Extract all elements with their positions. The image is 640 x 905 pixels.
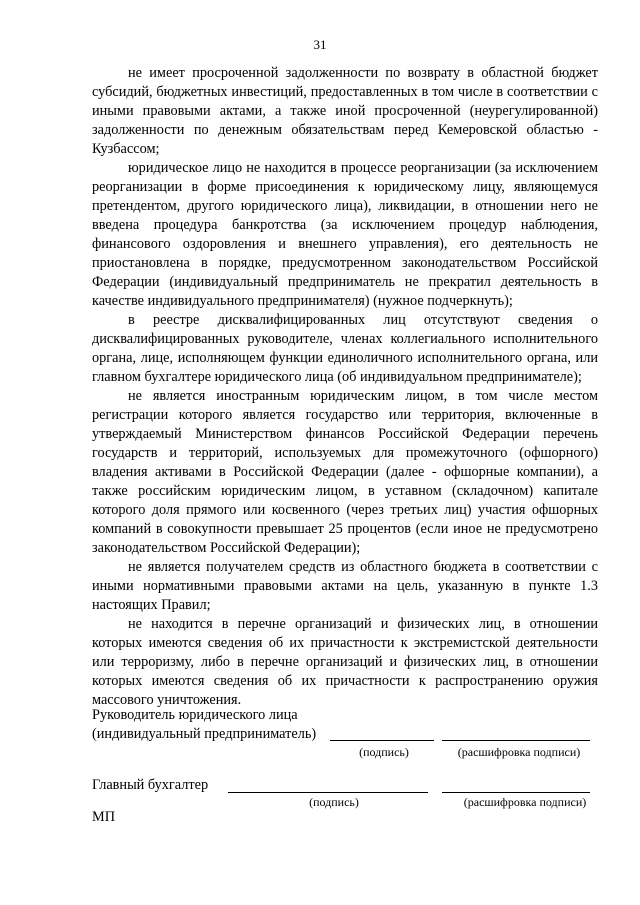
paragraph-not-budget-recipient: не является получателем средств из областного бюджета в соответствии с иными нормативными правовыми актами на цель, указанную в пункте 1.3 настоящих Правил;	[92, 559, 598, 613]
paragraph-disqualified-registry: в реестре дисквалифицированных лиц отсутствуют сведения о дисквалифицированных руководителе, членах коллегиального исполнительного органа, лице, исполняющем функции единоличного исполнительного органа, или главном бухгалтере юридического лица (об индивидуальном предпринимателе);	[92, 312, 598, 385]
accountant-signature-caption: (подпись)	[309, 795, 359, 809]
head-signature-caption: (подпись)	[359, 745, 409, 759]
paragraph-not-in-extremist-list: не находится в перечне организаций и физических лиц, в отношении которых имеются сведения об их причастности к экстремистской деятельности или терроризму, либо в перечне организаций и физических лиц, в отношении которых имеются сведения об их причастности к распространению оружия массового уничтожения.	[92, 616, 598, 708]
accountant-decoding-line	[442, 792, 590, 793]
document-body	[92, 64, 598, 710]
accountant-decoding-caption: (расшифровка подписи)	[463, 795, 587, 809]
head-signature-label-line2: (индивидуальный предприниматель)	[92, 726, 317, 742]
head-decoding-line	[442, 740, 590, 741]
accountant-signature-label: Главный бухгалтер	[92, 777, 209, 793]
page-number: 31	[313, 37, 327, 52]
paragraph-no-reorganization: юридическое лицо не находится в процессе реорганизации (за исключением реорганизации в форме присоединения к юридическому лицу, являющемуся претендентом, другого юридического лица), ликвидации, в отношении него не введена процедура банкротства (за исключением процедур наблюдения, финансового оздоровления и внешнего управления), его деятельность не приостановлена в порядке, предусмотренном законодательством Российской Федерации (индивидуальный предприниматель не прекратил деятельность в качестве индивидуального предпринимателя) (нужное подчеркнуть);	[92, 160, 598, 309]
head-signature-label-line1: Руководитель юридического лица	[92, 707, 298, 723]
stamp-mark: МП	[92, 809, 116, 825]
head-decoding-caption: (расшифровка подписи)	[457, 745, 581, 759]
paragraph-not-foreign-entity: не является иностранным юридическим лицом, в том числе местом регистрации которого является государство или территория, включенные в утверждаемый Министерством финансов Российской Федерации перечень государств и территорий, используемых для промежуточного (офшорного) владения активами в Российской Федерации (далее - офшорные компании), а также российским юридическим лицом, в уставном (складочном) капитале которого доля прямого или косвенного (через третьих лиц) участия офшорных компаний в совокупности превышает 25 процентов (если иное не предусмотрено законодательством Российской Федерации);	[92, 388, 598, 556]
accountant-signature-line	[228, 792, 428, 793]
head-signature-line	[330, 740, 434, 741]
paragraph-no-overdue-debt: не имеет просроченной задолженности по возврату в областной бюджет субсидий, бюджетных инвестиций, предоставленных в том числе в соответствии с иными правовыми актами, а также иной просроченной (неурегулированной) задолженности по денежным обязательствам перед Кемеровской областью - Кузбассом;	[92, 65, 598, 157]
